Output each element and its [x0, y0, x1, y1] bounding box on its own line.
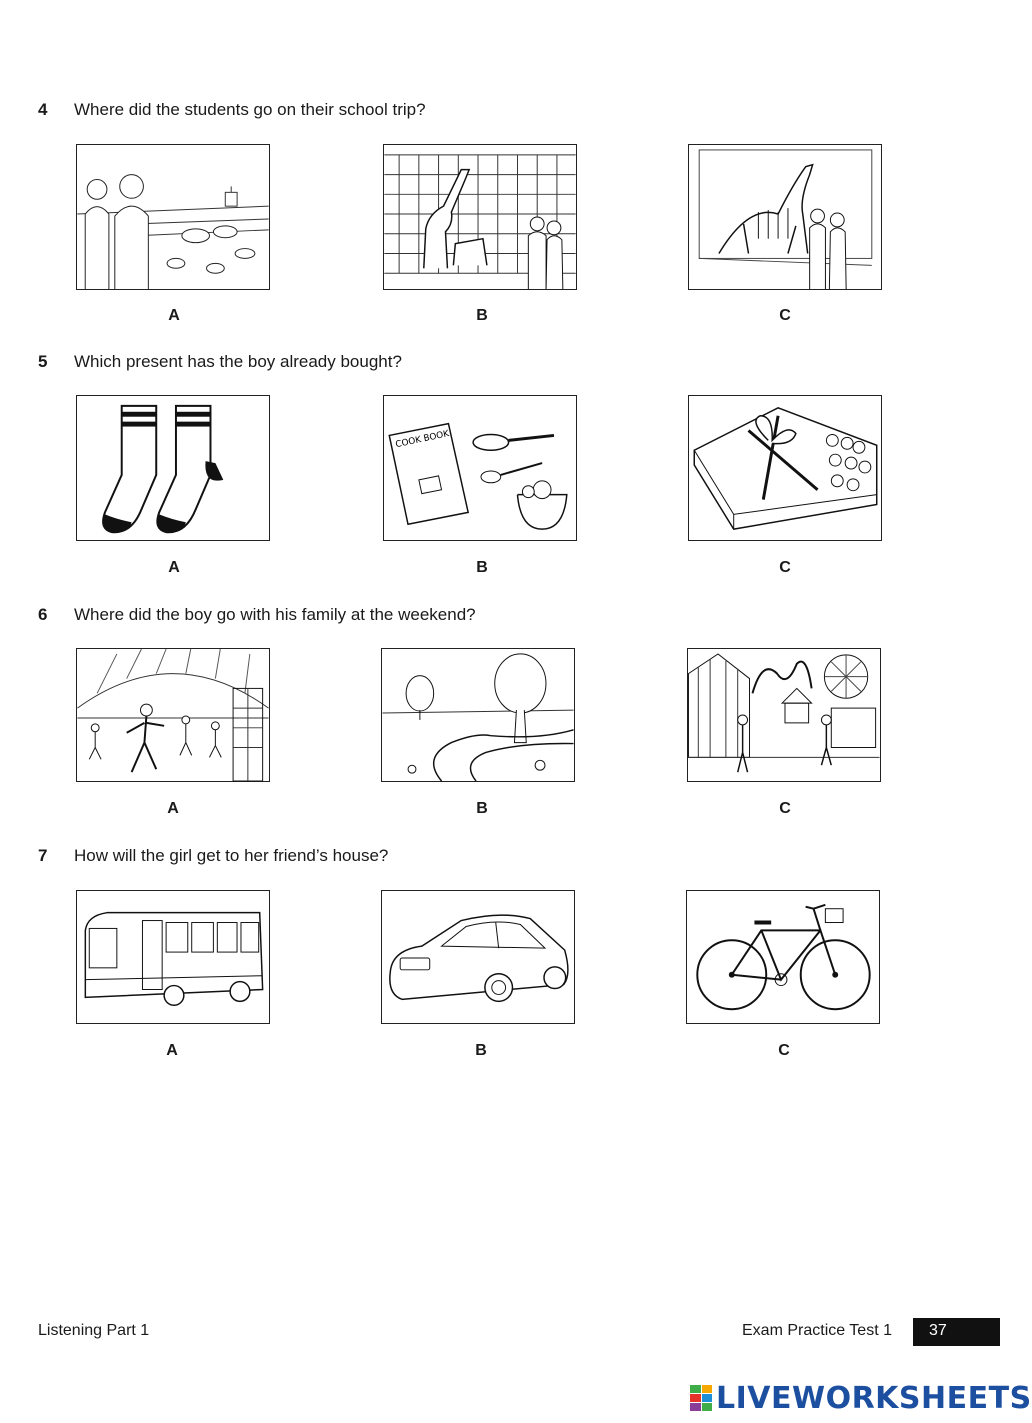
museum-picture[interactable]: [688, 144, 882, 290]
q7-option-a[interactable]: A: [166, 1042, 178, 1059]
cookbook-illustration: [384, 396, 576, 540]
cookbook-title: COOK BOOK: [394, 429, 451, 451]
stadium-illustration: [77, 649, 269, 781]
museum-illustration: [689, 145, 881, 289]
footer-test: Exam Practice Test 1: [742, 1322, 892, 1339]
question-5-text: Which present has the boy already bought?: [74, 352, 402, 371]
funfair-picture[interactable]: [687, 648, 881, 782]
bus-illustration: [77, 891, 269, 1023]
page-number: 37: [913, 1318, 1000, 1346]
bicycle-illustration: [687, 891, 879, 1023]
question-7-number: 7: [38, 846, 48, 865]
car-illustration: [382, 891, 574, 1023]
chocolate-box-picture[interactable]: [688, 395, 882, 541]
bicycle-picture[interactable]: [686, 890, 880, 1024]
park-illustration: [382, 649, 574, 781]
socks-illustration: [77, 396, 269, 540]
funfair-illustration: [688, 649, 880, 781]
question-5-number: 5: [38, 352, 48, 371]
q4-option-b[interactable]: B: [476, 307, 488, 324]
footer-section: Listening Part 1: [38, 1322, 150, 1339]
q4-option-a[interactable]: A: [168, 307, 180, 324]
question-6-text: Where did the boy go with his family at the weekend?: [74, 605, 476, 624]
liveworksheets-text: LIVEWORKSHEETS: [716, 1380, 1032, 1416]
zoo-picture[interactable]: [383, 144, 577, 290]
q7-option-c[interactable]: C: [778, 1042, 790, 1059]
socks-picture[interactable]: [76, 395, 270, 541]
zoo-illustration: [384, 145, 576, 289]
q6-option-b[interactable]: B: [476, 800, 488, 817]
chocolate-box-illustration: [689, 396, 881, 540]
q5-option-a[interactable]: A: [168, 559, 180, 576]
bus-picture[interactable]: [76, 890, 270, 1024]
liveworksheets-logo[interactable]: [690, 1382, 1032, 1414]
farm-picture[interactable]: [76, 144, 270, 290]
car-picture[interactable]: [381, 890, 575, 1024]
q4-option-c[interactable]: C: [779, 307, 791, 324]
question-6-number: 6: [38, 605, 48, 624]
cookbook-picture[interactable]: [383, 395, 577, 541]
question-7-text: How will the girl get to her friend’s house?: [74, 846, 389, 865]
q5-option-c[interactable]: C: [779, 559, 791, 576]
liveworksheets-mark-icon: [690, 1385, 712, 1411]
question-4-number: 4: [38, 100, 48, 119]
q5-option-b[interactable]: B: [476, 559, 488, 576]
q7-option-b[interactable]: B: [475, 1042, 487, 1059]
park-picture[interactable]: [381, 648, 575, 782]
q6-option-c[interactable]: C: [779, 800, 791, 817]
farm-illustration: [77, 145, 269, 289]
stadium-picture[interactable]: [76, 648, 270, 782]
question-4-text: Where did the students go on their school trip?: [74, 100, 426, 119]
q6-option-a[interactable]: A: [167, 800, 179, 817]
